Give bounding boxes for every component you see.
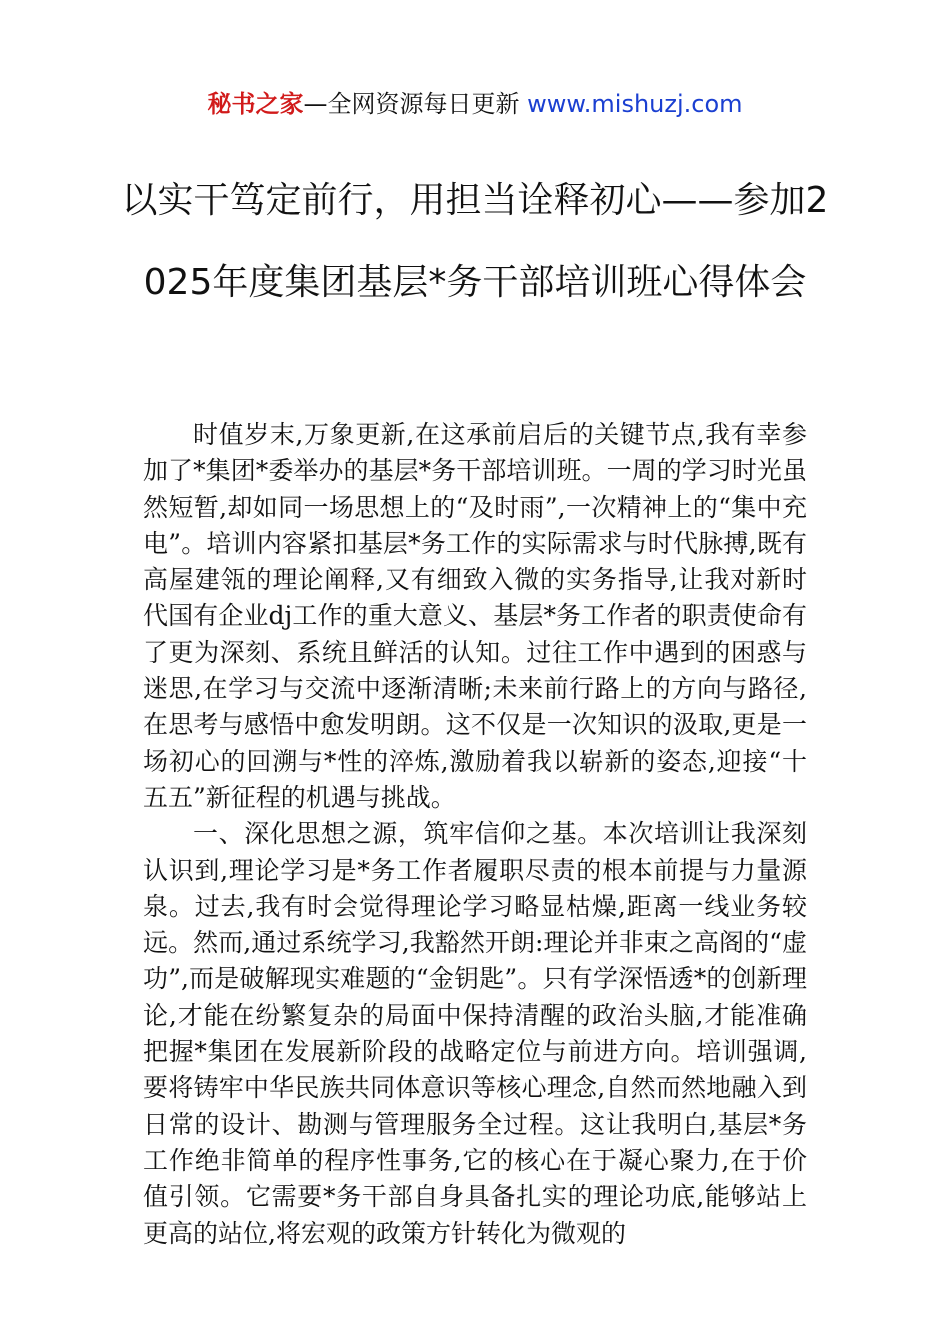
document-body <box>143 417 807 1252</box>
site-brand: 秘书之家 <box>207 90 304 118</box>
section-one-paragraph: 一、深化思想之源，筑牢信仰之基。本次培训让我深刻认识到,理论学习是*务工作者履职尽责的根本前提与力量源泉。过去,我有时会觉得理论学习略显枯燥,距离一线业务较远。然而,通过系统学习,我豁然开朗:理论并非束之高阁的“虚功”,而是破解现实难题的“金钥匙”。只有学深悟透*的创新理论,才能在纷繁复杂的局面中保持清醒的政治头脑,才能准确把握*集团在发展新阶段的战略定位与前进方向。培训强调,要将铸牢中华民族共同体意识等核心理念,自然而然地融入到日常的设计、勘测与管理服务全过程。这让我明白,基层*务工作绝非简单的程序性事务,它的核心在于凝心聚力,在于价值引领。它需要*务干部自身具备扎实的理论功底,能够站上更高的站位,将宏观的政策方针转化为微观的 <box>143 819 807 1248</box>
site-tagline: —全网资源每日更新 <box>303 90 528 118</box>
site-url-link[interactable]: www.mishuzj.com <box>527 90 743 118</box>
document-title: 以实干笃定前行，用担当诠释初心——参加2025年度集团基层*务干部培训班心得体会 <box>121 180 829 303</box>
intro-paragraph: 时值岁末,万象更新,在这承前启后的关键节点,我有幸参加了*集团*委举办的基层*务干部培训班。一周的学习时光虽然短暂,却如同一场思想上的“及时雨”,一次精神上的“集中充电”。培训内容紧扣基层*务工作的实际需求与时代脉搏,既有高屋建瓴的理论阐释,又有细致入微的实务指导,让我对新时代国有企业dj工作的重大意义、基层*务工作者的职责使命有了更为深刻、系统且鲜活的认知。过往工作中遇到的困惑与迷思,在学习与交流中逐渐清晰;未来前行路上的方向与路径,在思考与感悟中愈发明朗。这不仅是一次知识的汲取,更是一场初心的回溯与*性的淬炼,激励着我以崭新的姿态,迎接“十五五”新征程的机遇与挑战。 <box>143 420 807 812</box>
site-header <box>0 86 950 122</box>
